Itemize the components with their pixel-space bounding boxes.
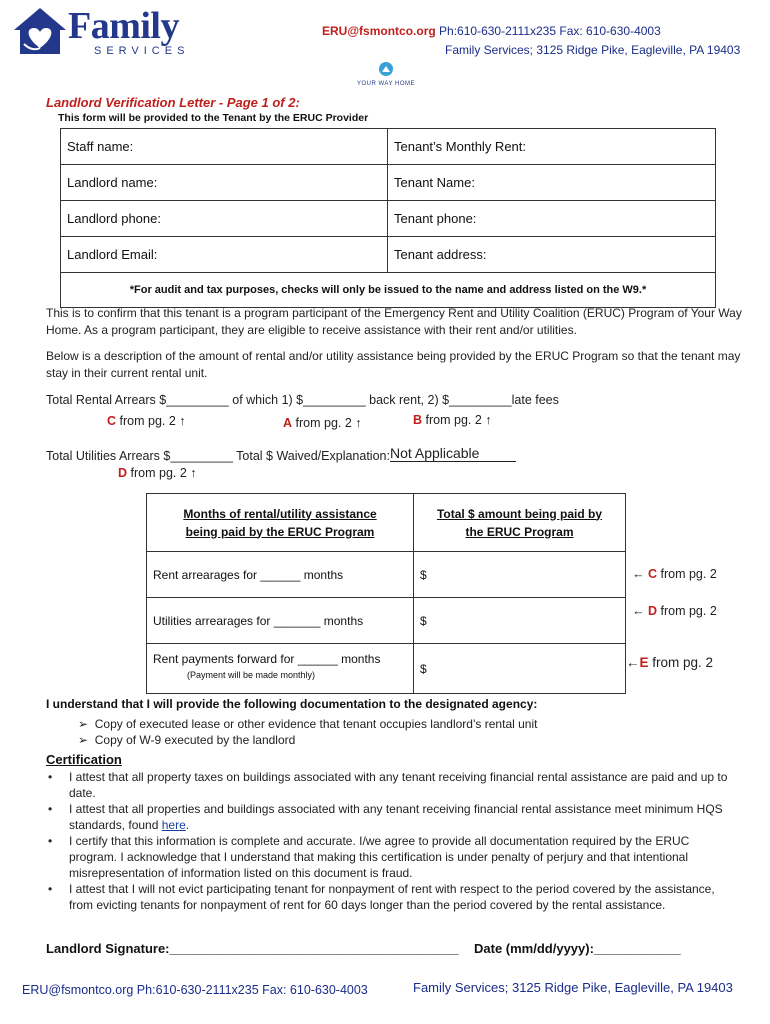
- staff-name-label: Staff name:: [67, 139, 134, 154]
- months-header: [147, 494, 414, 552]
- left-arrow-icon: ←: [626, 655, 640, 670]
- list-item: [46, 769, 736, 801]
- cert-item-text: I certify that this information is complete and accurate. I/we agree to provide all documentation required by the ERUC program. I acknowledge that I understand that making this certification is under penalty of perjury and that intentional misrepresentation of information listed on this document is fraud.: [69, 834, 690, 880]
- certification-list: [46, 769, 736, 913]
- date-field[interactable]: Date (mm/dd/yyyy):____________: [474, 941, 681, 956]
- ywh-logo-text: YOUR WAY HOME: [356, 81, 416, 87]
- ywh-home-icon: [376, 60, 396, 78]
- ref-a-label: [283, 416, 362, 430]
- audit-note: *For audit and tax purposes, checks will only be issued to the name and address listed on the W9.*: [61, 273, 716, 308]
- ref-letter: D: [647, 604, 658, 618]
- ref-c-label: [107, 414, 186, 428]
- left-arrow-icon: ←: [632, 567, 645, 581]
- bullet-icon: •: [48, 802, 53, 816]
- rental-arrears-line[interactable]: Total Rental Arrears $_________ of which 1) $_________ back rent, 2) $_________late fees: [46, 393, 559, 407]
- amount-dollar: $: [420, 661, 427, 676]
- footer-address: Family Services; 3125 Ridge Pike, Eagleville, PA 19403: [413, 980, 733, 995]
- footer-contact: ERU@fsmontco.org Ph:610-630-2111x235 Fax: 610-630-4003: [22, 983, 368, 997]
- landlord-name-label: Landlord name:: [67, 175, 158, 190]
- tenant-name-label: Tenant Name:: [394, 175, 475, 190]
- ref-text: from pg. 2: [660, 567, 717, 581]
- ref-b-letter: B: [413, 413, 423, 427]
- header-phone-fax: Ph:610-630-2111x235 Fax: 610-630-4003: [439, 24, 661, 38]
- assistance-amount-table: [146, 493, 626, 694]
- ref-d-right: [632, 604, 717, 618]
- ref-text: from pg. 2: [660, 604, 717, 618]
- form-subtitle: This form will be provided to the Tenant by the ERUC Provider: [58, 112, 369, 124]
- arrow-bullet-icon: ➢: [78, 717, 89, 731]
- table-row[interactable]: [147, 552, 414, 598]
- list-item: [46, 833, 736, 881]
- documentation-list: [78, 716, 537, 748]
- waived-explanation-field[interactable]: Not Applicable: [390, 445, 516, 462]
- ref-letter: E: [639, 655, 649, 670]
- ref-d-text: from pg. 2 ↑: [130, 466, 197, 480]
- ref-c-letter: C: [107, 414, 117, 428]
- ref-text: from pg. 2: [652, 655, 714, 670]
- confirm-paragraph: This is to confirm that this tenant is a program participant of the Emergency Rent and Utility Coalition (ERUC) Program of Your Way Home. As a program participant, they are eligible to receive assistance with their rent and/or utilities.: [46, 306, 742, 337]
- rent-forward-label: Rent payments forward for ______ months: [153, 652, 381, 666]
- utilities-arrears-line[interactable]: [46, 447, 516, 464]
- landlord-signature-field[interactable]: Landlord Signature:________________________________________: [46, 941, 459, 956]
- landlord-email-label: Landlord Email:: [67, 247, 158, 262]
- left-arrow-icon: ←: [632, 604, 645, 618]
- list-item: [46, 801, 736, 833]
- tenant-rent-label: Tenant’s Monthly Rent:: [394, 139, 526, 154]
- bullet-icon: •: [48, 770, 53, 784]
- form-title: Landlord Verification Letter - Page 1 of 2:: [46, 95, 300, 110]
- rent-arrearages-amount[interactable]: [414, 552, 626, 598]
- ref-c-right: [632, 567, 717, 581]
- monthly-payment-note: (Payment will be made monthly): [187, 670, 316, 680]
- link-suffix: .: [185, 818, 190, 832]
- bullet-icon: •: [48, 834, 53, 848]
- months-header-text: Months of rental/utility assistance being paid by the ERUC Program: [183, 506, 377, 539]
- your-way-home-logo: [346, 60, 426, 90]
- hqs-standards-link[interactable]: here: [161, 818, 186, 832]
- list-item: [78, 716, 537, 732]
- tenant-phone-cell[interactable]: [388, 201, 716, 237]
- table-row[interactable]: [147, 598, 414, 644]
- list-item: [78, 732, 537, 748]
- certification-heading: Certification: [46, 752, 122, 767]
- ref-letter: C: [647, 567, 658, 581]
- info-table: [60, 128, 716, 308]
- tenant-address-cell[interactable]: [388, 237, 716, 273]
- bullet-icon: •: [48, 882, 53, 896]
- arrow-bullet-icon: ➢: [78, 733, 89, 747]
- ref-e-right: [626, 655, 713, 670]
- cert-item-text: I attest that all property taxes on buildings associated with any tenant receiving financial rental assistance are paid and up to date.: [69, 770, 728, 800]
- ref-a-text: from pg. 2 ↑: [295, 416, 362, 430]
- ref-c-text: from pg. 2 ↑: [119, 414, 186, 428]
- tenant-rent-cell[interactable]: [388, 129, 716, 165]
- cert-item-text: I attest that I will not evict participating tenant for nonpayment of rent with respect to the period covered by the assistance, from evicting tenants for nonpayment of rent for 60 days longer than the period covered by the rental assistance.: [69, 882, 715, 912]
- tenant-phone-label: Tenant phone:: [394, 211, 477, 226]
- rent-arrearages-label: Rent arrearages for ______ months: [153, 567, 344, 582]
- ref-a-letter: A: [283, 416, 293, 430]
- header-address: Family Services; 3125 Ridge Pike, Eagleville, PA 19403: [445, 43, 741, 57]
- documentation-heading: I understand that I will provide the following documentation to the designated agency:: [46, 697, 538, 711]
- utilities-arrearages-amount[interactable]: [414, 598, 626, 644]
- landlord-email-cell[interactable]: [61, 237, 388, 273]
- amount-dollar: $: [420, 567, 427, 582]
- amount-dollar: $: [420, 613, 427, 628]
- landlord-name-cell[interactable]: [61, 165, 388, 201]
- tenant-address-label: Tenant address:: [394, 247, 487, 262]
- staff-name-cell[interactable]: [61, 129, 388, 165]
- ref-d-label: [118, 466, 197, 480]
- total-header-text: Total $ amount being paid by the ERUC Program: [436, 506, 603, 539]
- cert-item-body: I attest that all properties and buildings associated with any tenant receiving financial rental assistance meet minimum HQS standards, found: [69, 802, 723, 832]
- total-header: [414, 494, 626, 552]
- header-email[interactable]: ERU@fsmontco.org: [322, 24, 436, 38]
- logo-name: Family: [68, 5, 179, 47]
- house-heart-icon: [10, 4, 70, 56]
- ref-b-text: from pg. 2 ↑: [425, 413, 492, 427]
- utilities-arrears-text: Total Utilities Arrears $_________ Total $ Waived/Explanation:: [46, 449, 390, 463]
- table-row[interactable]: [147, 644, 414, 694]
- cert-item-text: [69, 801, 736, 833]
- family-services-logo: [10, 4, 200, 58]
- ref-d-letter: D: [118, 466, 128, 480]
- description-paragraph: Below is a description of the amount of rental and/or utility assistance being provided by the ERUC Program so that the tenant may stay in their current rental unit.: [46, 349, 741, 380]
- doc-item-text: Copy of W-9 executed by the landlord: [94, 733, 296, 747]
- landlord-phone-cell[interactable]: [61, 201, 388, 237]
- landlord-phone-label: Landlord phone:: [67, 211, 161, 226]
- ref-b-label: [413, 413, 492, 427]
- rent-forward-amount[interactable]: [414, 644, 626, 694]
- list-item: [46, 881, 736, 913]
- logo-sub: SERVICES: [94, 45, 190, 57]
- doc-item-text: Copy of executed lease or other evidence that tenant occupies landlord’s rental unit: [94, 717, 538, 731]
- utilities-arrearages-label: Utilities arrearages for _______ months: [153, 613, 364, 628]
- tenant-name-cell[interactable]: [388, 165, 716, 201]
- header-contact: [322, 24, 661, 38]
